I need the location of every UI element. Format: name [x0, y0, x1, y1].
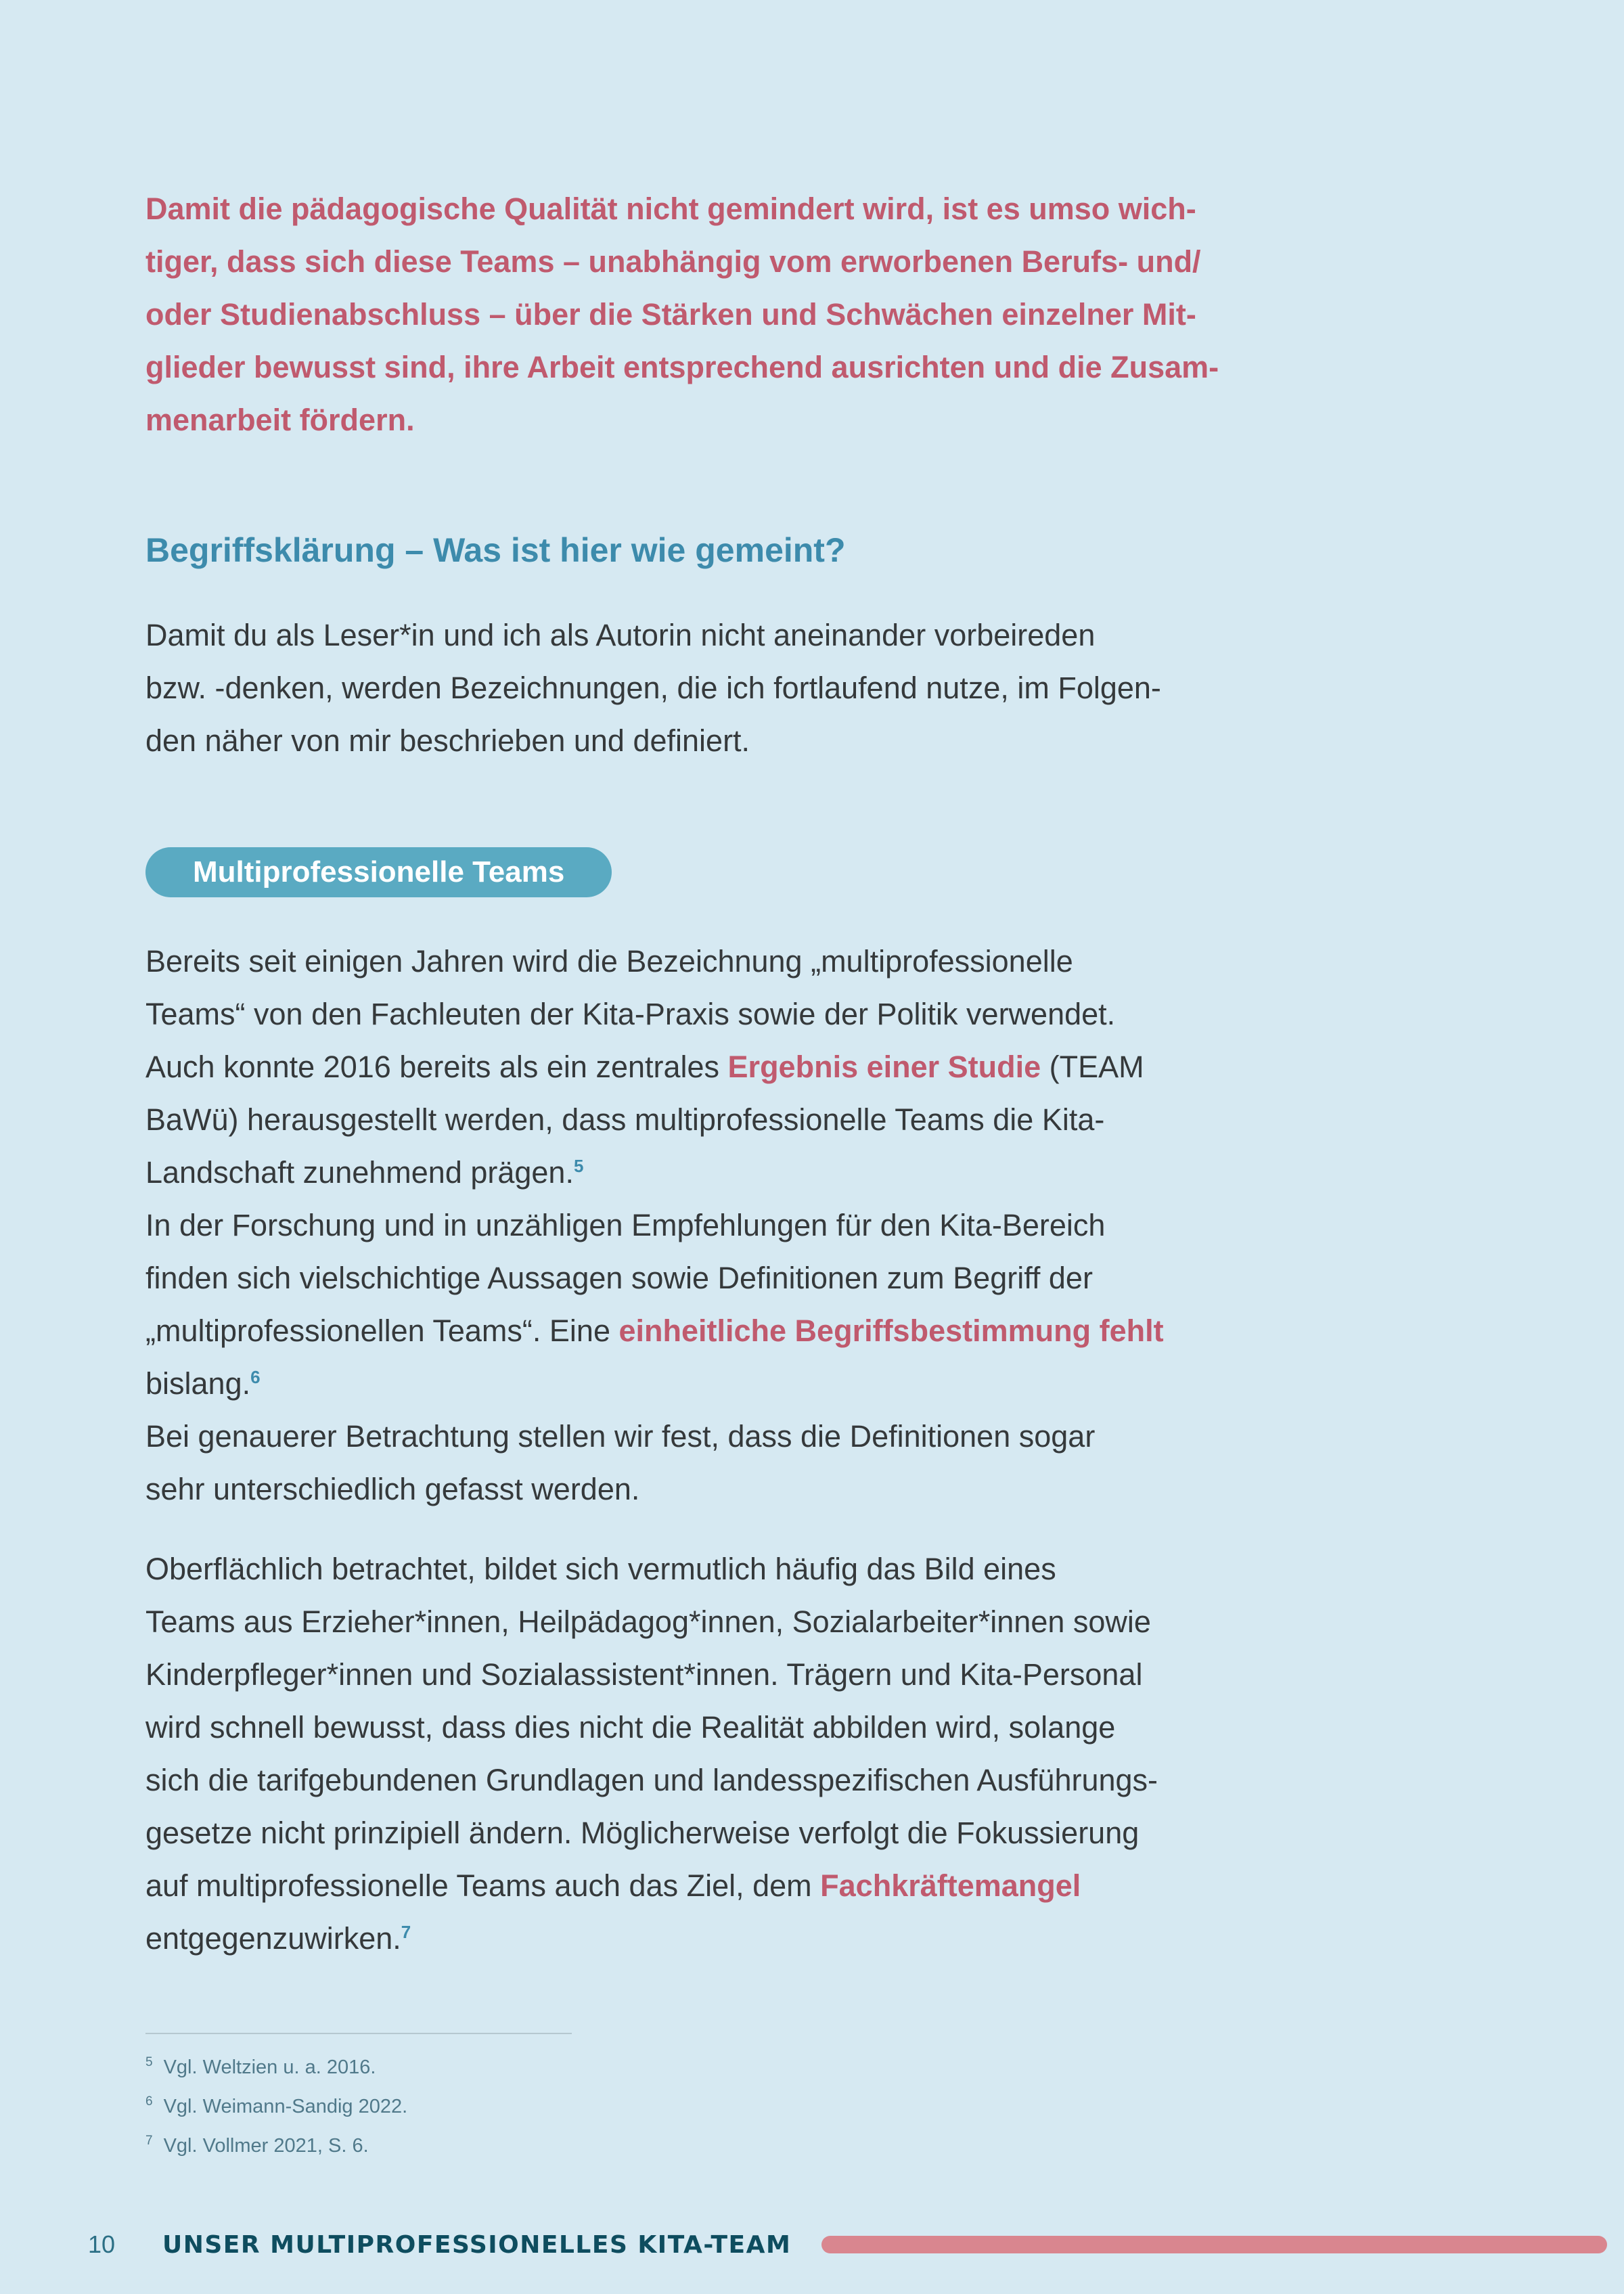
text-line	[145, 1305, 1421, 1357]
text-line	[145, 1860, 1421, 1912]
text-line: Bei genauerer Betrachtung stellen wir fest, dass die Definitionen sogar	[145, 1419, 1096, 1454]
text-line: oder Studienabschluss – über die Stärken und Schwächen einzelner Mit-	[145, 297, 1196, 332]
text-segment: Auch konnte 2016 bereits als ein zentrales	[145, 1050, 728, 1084]
closer-look-paragraph	[145, 1410, 1421, 1516]
text-line: sehr unterschiedlich gefasst werden.	[145, 1472, 640, 1506]
text-line: menarbeit fördern.	[145, 403, 415, 437]
definition-paragraph	[145, 609, 1421, 767]
page-number: 10	[88, 2230, 116, 2258]
text-line: Oberflächlich betrachtet, bildet sich vermutlich häufig das Bild eines	[145, 1552, 1056, 1586]
text-line: den näher von mir beschrieben und definiert.	[145, 723, 750, 758]
text-line: Damit du als Leser*in und ich als Autorin nicht aneinander vorbeireden	[145, 618, 1096, 652]
text-line: Kinderpfleger*innen und Sozialassistent*innen. Trägern und Kita-Personal	[145, 1657, 1143, 1692]
highlight-missing-definition: einheitliche Begriffsbestimmung fehlt	[618, 1313, 1164, 1348]
surface-view-paragraph	[145, 1543, 1421, 1965]
text-line: gesetze nicht prinzipiell ändern. Möglicherweise verfolgt die Fokussierung	[145, 1816, 1140, 1850]
text-segment: entgegenzuwirken.	[145, 1921, 401, 1956]
footnote-text: Vgl. Vollmer 2021, S. 6.	[163, 2135, 369, 2157]
footer-bar	[821, 2236, 1607, 2253]
text-line: wird schnell bewusst, dass dies nicht die Realität abbilden wird, solange	[145, 1710, 1116, 1745]
footnote	[145, 2048, 1421, 2087]
text-line	[145, 1041, 1421, 1094]
text-line	[145, 1146, 1421, 1199]
topic-badge	[145, 847, 612, 897]
text-segment: „multiprofessionellen Teams“. Eine	[145, 1313, 619, 1348]
text-line: bzw. -denken, werden Bezeichnungen, die ich fortlaufend nutze, im Folgen-	[145, 671, 1161, 705]
footnotes	[145, 2033, 1421, 2165]
footnote-marker: 5	[145, 2055, 153, 2070]
footnote-ref-6: 6	[250, 1367, 261, 1387]
text-line: glieder bewusst sind, ihre Arbeit entsprechend ausrichten und die Zusam-	[145, 350, 1219, 384]
text-segment: (TEAM	[1041, 1050, 1144, 1084]
page-footer	[88, 2230, 1607, 2259]
text-line: finden sich vielschichtige Aussagen sowie Definitionen zum Begriff der	[145, 1261, 1093, 1295]
footnote-divider	[145, 2033, 572, 2034]
text-line: Teams aus Erzieher*innen, Heilpädagog*innen, Sozialarbeiter*innen sowie	[145, 1604, 1151, 1639]
research-paragraph	[145, 1199, 1421, 1410]
footnote-marker: 6	[145, 2094, 153, 2109]
text-segment: auf multiprofessionelle Teams auch das Ziel, dem	[145, 1868, 821, 1903]
footnote-text: Vgl. Weltzien u. a. 2016.	[163, 2056, 376, 2078]
text-line: Damit die pädagogische Qualität nicht gemindert wird, ist es umso wich-	[145, 192, 1196, 226]
footer-title: UNSER MULTIPROFESSIONELLES KITA-TEAM	[162, 2230, 792, 2259]
text-line: sich die tarifgebundenen Grundlagen und landesspezifischen Ausführungs-	[145, 1763, 1158, 1797]
text-segment: Landschaft zunehmend prägen.	[145, 1155, 574, 1190]
highlight-skilled-worker-shortage: Fachkräftemangel	[820, 1868, 1081, 1903]
footnote	[145, 2126, 1421, 2165]
text-line: Bereits seit einigen Jahren wird die Bezeichnung „multiprofessionelle	[145, 944, 1073, 979]
intro-paragraph	[145, 183, 1421, 447]
text-line	[145, 1357, 1421, 1410]
text-line: In der Forschung und in unzähligen Empfehlungen für den Kita-Bereich	[145, 1208, 1106, 1242]
footnote-marker: 7	[145, 2134, 153, 2149]
section-heading: Begriffsklärung – Was ist hier wie gemeint?	[145, 531, 846, 569]
footnote-ref-7: 7	[401, 1922, 411, 1942]
text-segment: bislang.	[145, 1366, 251, 1401]
footnote-text: Vgl. Weimann-Sandig 2022.	[163, 2096, 408, 2117]
footnote	[145, 2087, 1421, 2126]
topic-badge-label: Multiprofessionelle Teams	[193, 855, 565, 889]
footnote-ref-5: 5	[573, 1156, 584, 1176]
text-line: Teams“ von den Fachleuten der Kita-Praxis sowie der Politik verwendet.	[145, 997, 1116, 1031]
text-line	[145, 1912, 1421, 1965]
highlight-study-result: Ergebnis einer Studie	[727, 1050, 1041, 1084]
text-line: BaWü) herausgestellt werden, dass multiprofessionelle Teams die Kita-	[145, 1102, 1105, 1137]
study-paragraph	[145, 935, 1421, 1199]
text-line: tiger, dass sich diese Teams – unabhängig vom erworbenen Berufs- und/	[145, 244, 1201, 279]
